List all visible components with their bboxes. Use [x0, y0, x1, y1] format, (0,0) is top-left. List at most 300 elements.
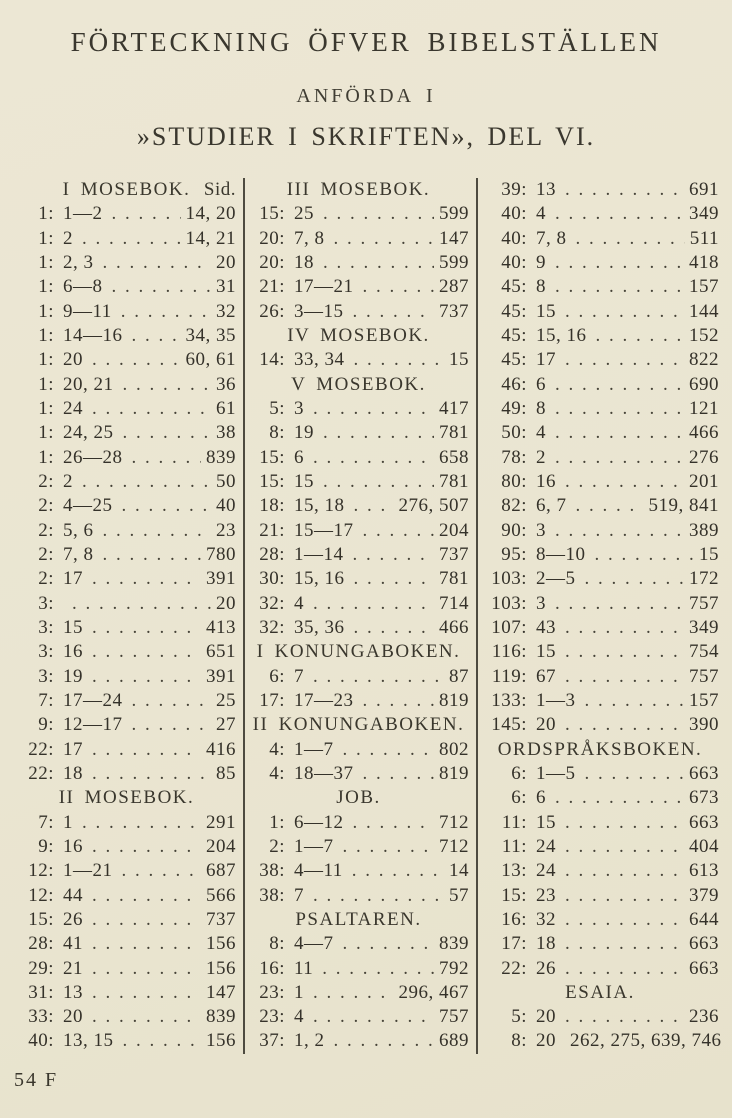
- dot-leader: [103, 519, 212, 543]
- index-entry: [245, 762, 476, 786]
- dot-leader: [565, 811, 684, 835]
- verse-ref: 24, 25: [63, 422, 114, 444]
- verse-ref: 7, 8: [63, 543, 94, 565]
- dot-leader: [565, 665, 684, 689]
- chapter-ref: 1:: [38, 227, 54, 249]
- index-entry: [478, 397, 726, 421]
- page-numbers: 737: [206, 908, 236, 930]
- dot-leader: [82, 227, 181, 251]
- book-name: ESAIA.: [565, 981, 635, 1003]
- chapter-ref: 37:: [259, 1030, 285, 1052]
- dot-leader: [555, 519, 684, 543]
- page-numbers: 236: [689, 1006, 719, 1028]
- dot-leader: [596, 324, 685, 348]
- dot-leader: [353, 811, 435, 835]
- page-numbers: 40: [216, 495, 236, 517]
- index-entry: [478, 640, 726, 664]
- dot-leader: [92, 835, 201, 859]
- index-entry: [245, 835, 476, 859]
- chapter-ref: 13:: [501, 860, 527, 882]
- dot-leader: [595, 543, 695, 567]
- chapter-ref: 2:: [38, 519, 54, 541]
- verse-ref: 41: [63, 933, 83, 955]
- page-numbers: 27: [216, 714, 236, 736]
- chapter-ref: 1:: [38, 422, 54, 444]
- dot-leader: [555, 421, 684, 445]
- index-entry: [14, 665, 243, 689]
- index-entry: [245, 397, 476, 421]
- verse-ref: 13: [63, 981, 83, 1003]
- index-entry: [478, 786, 726, 810]
- book-section-header: [14, 178, 243, 202]
- verse-ref: 1—21: [63, 860, 113, 882]
- chapter-ref: 2:: [38, 543, 54, 565]
- chapter-ref: 15:: [28, 908, 54, 930]
- page-numbers: 85: [216, 762, 236, 784]
- index-entry: [478, 324, 726, 348]
- page-numbers: 157: [689, 689, 719, 711]
- page-numbers: 781: [439, 470, 469, 492]
- page-numbers: 201: [689, 470, 719, 492]
- dot-leader: [565, 713, 684, 737]
- index-entry: [478, 762, 726, 786]
- book-name: ORDSPRÅKSBOKEN.: [497, 738, 703, 760]
- page-numbers: 802: [439, 738, 469, 760]
- verse-ref: 2: [536, 446, 546, 468]
- verse-ref: 8: [536, 276, 546, 298]
- book-section-header: [245, 908, 476, 932]
- index-entry: [14, 835, 243, 859]
- chapter-ref: 119:: [491, 665, 527, 687]
- dot-leader: [354, 567, 435, 591]
- page-numbers: 599: [439, 203, 469, 225]
- chapter-ref: 21:: [259, 519, 285, 541]
- index-entry: [245, 1005, 476, 1029]
- index-entry: [478, 178, 726, 202]
- dot-leader: [555, 202, 684, 226]
- index-entry: [245, 592, 476, 616]
- dot-leader: [363, 762, 435, 786]
- chapter-ref: 145:: [491, 714, 527, 736]
- dot-leader: [565, 178, 684, 202]
- verse-ref: 4: [294, 592, 304, 614]
- book-section-header: [245, 713, 476, 737]
- page-numbers: 839: [206, 446, 236, 468]
- page-subtitle: ANFÖRDA I: [296, 85, 436, 107]
- dot-leader: [352, 859, 444, 883]
- dot-leader: [323, 251, 434, 275]
- index-entry: [478, 494, 726, 518]
- verse-ref: 33, 34: [294, 349, 345, 371]
- verse-ref: 1—7: [294, 738, 334, 760]
- page-numbers: 511: [689, 227, 719, 249]
- verse-ref: 14—16: [63, 324, 123, 346]
- verse-ref: 12—17: [63, 714, 123, 736]
- dot-leader: [565, 884, 684, 908]
- dot-leader: [92, 567, 201, 591]
- index-entry: [478, 592, 726, 616]
- verse-ref: 35, 36: [294, 616, 345, 638]
- dot-leader: [585, 689, 685, 713]
- chapter-ref: 45:: [501, 349, 527, 371]
- verse-ref: 17: [536, 349, 556, 371]
- page-numbers: 839: [206, 1006, 236, 1028]
- chapter-ref: 38:: [259, 860, 285, 882]
- dot-leader: [343, 738, 435, 762]
- page-numbers: 14, 20: [185, 203, 236, 225]
- chapter-ref: 103:: [491, 592, 527, 614]
- title-block: [0, 0, 732, 152]
- index-entry: [478, 908, 726, 932]
- chapter-ref: 23:: [259, 981, 285, 1003]
- dot-leader: [92, 957, 201, 981]
- verse-ref: 2—5: [536, 568, 576, 590]
- verse-ref: 24: [63, 397, 83, 419]
- chapter-ref: 16:: [501, 908, 527, 930]
- dot-leader: [313, 884, 444, 908]
- index-entry: [478, 300, 726, 324]
- page-numbers: 690: [689, 373, 719, 395]
- page-numbers: 792: [439, 957, 469, 979]
- chapter-ref: 9:: [38, 835, 54, 857]
- verse-ref: 16: [63, 641, 83, 663]
- chapter-ref: 1:: [38, 276, 54, 298]
- verse-ref: 16: [63, 835, 83, 857]
- index-entry: [14, 421, 243, 445]
- page-numbers: 651: [206, 641, 236, 663]
- dot-leader: [132, 713, 212, 737]
- index-entry: [245, 519, 476, 543]
- chapter-ref: 49:: [501, 397, 527, 419]
- index-entry: [245, 957, 476, 981]
- verse-ref: 7: [294, 884, 304, 906]
- page-numbers: 389: [689, 519, 719, 541]
- index-entry: [478, 1005, 726, 1029]
- dot-leader: [565, 835, 684, 859]
- book-section-header: [245, 786, 476, 810]
- book-name: I MOSEBOK.: [62, 179, 191, 200]
- book-name: II MOSEBOK.: [58, 787, 195, 809]
- index-entry: [14, 348, 243, 372]
- page-numbers: 87: [449, 665, 469, 687]
- page-numbers: 819: [439, 762, 469, 784]
- chapter-ref: 1:: [38, 251, 54, 273]
- index-entry: [245, 1029, 476, 1053]
- index-entry: [478, 957, 726, 981]
- index-entry: [478, 470, 726, 494]
- dot-leader: [132, 324, 181, 348]
- index-entry: [14, 859, 243, 883]
- chapter-ref: 45:: [501, 324, 527, 346]
- page-title: FÖRTECKNING ÖFVER BIBELSTÄLLEN: [70, 27, 662, 57]
- dot-leader: [103, 251, 212, 275]
- verse-ref: 26: [536, 957, 556, 979]
- index-entry: [478, 543, 726, 567]
- chapter-ref: 23:: [259, 1006, 285, 1028]
- index-entry: [478, 932, 726, 956]
- chapter-ref: 78:: [501, 446, 527, 468]
- verse-ref: 3: [294, 397, 304, 419]
- index-entry: [14, 543, 243, 567]
- verse-ref: 26: [63, 908, 83, 930]
- page-numbers: 15: [449, 349, 469, 371]
- verse-ref: 5, 6: [63, 519, 94, 541]
- chapter-ref: 7:: [38, 811, 54, 833]
- dot-leader: [555, 397, 684, 421]
- dot-leader: [565, 957, 684, 981]
- book-name: II KONUNGABOKEN.: [252, 714, 465, 736]
- dot-leader: [334, 1029, 435, 1053]
- chapter-ref: 3:: [38, 665, 54, 687]
- verse-ref: 17—24: [63, 689, 123, 711]
- verse-ref: 20: [536, 714, 556, 736]
- index-column-2: [243, 178, 476, 1054]
- chapter-ref: 31:: [28, 981, 54, 1003]
- verse-ref: 1—5: [536, 762, 576, 784]
- page-numbers: 712: [439, 811, 469, 833]
- page-numbers: 172: [689, 568, 719, 590]
- chapter-ref: 1:: [38, 203, 54, 225]
- chapter-ref: 6:: [511, 762, 527, 784]
- dot-leader: [585, 567, 685, 591]
- page-numbers: 20: [216, 251, 236, 273]
- page-numbers: 156: [206, 957, 236, 979]
- page-numbers: 599: [439, 251, 469, 273]
- index-entry: [14, 324, 243, 348]
- verse-ref: 1: [63, 811, 73, 833]
- page-numbers: 50: [216, 470, 236, 492]
- verse-ref: 3—15: [294, 300, 344, 322]
- page-numbers: 757: [439, 1006, 469, 1028]
- index-entry: [478, 616, 726, 640]
- index-entry: [245, 446, 476, 470]
- index-entry: [14, 689, 243, 713]
- verse-ref: 6, 7: [536, 495, 567, 517]
- index-column-1: [14, 178, 243, 1054]
- dot-leader: [92, 640, 201, 664]
- page-numbers: 23: [216, 519, 236, 541]
- chapter-ref: 5:: [511, 1006, 527, 1028]
- index-entry: [478, 227, 726, 251]
- index-entry: [245, 543, 476, 567]
- index-entry: [478, 689, 726, 713]
- verse-ref: 32: [536, 908, 556, 930]
- index-entry: [478, 811, 726, 835]
- page-numbers: 152: [689, 324, 719, 346]
- page-numbers: 466: [439, 616, 469, 638]
- chapter-ref: 6:: [511, 787, 527, 809]
- page-numbers: 757: [689, 665, 719, 687]
- verse-ref: 4—7: [294, 933, 334, 955]
- dot-leader: [555, 275, 684, 299]
- index-entry: [245, 932, 476, 956]
- chapter-ref: 15:: [501, 884, 527, 906]
- page-numbers: 663: [689, 957, 719, 979]
- index-entry: [478, 1029, 726, 1053]
- verse-ref: 1: [294, 981, 304, 1003]
- page-numbers: 689: [439, 1030, 469, 1052]
- chapter-ref: 133:: [491, 689, 527, 711]
- verse-ref: 9—11: [63, 300, 112, 322]
- page-numbers: 14, 21: [185, 227, 236, 249]
- verse-ref: 6—8: [63, 276, 103, 298]
- verse-ref: 9: [536, 251, 546, 273]
- verse-ref: 2: [63, 227, 73, 249]
- index-entry: [245, 202, 476, 226]
- dot-leader: [123, 1029, 202, 1053]
- index-entry: [14, 981, 243, 1005]
- book-section-header: [245, 640, 476, 664]
- chapter-ref: 40:: [501, 251, 527, 273]
- dot-leader: [92, 348, 181, 372]
- verse-ref: 8: [536, 397, 546, 419]
- book-name: JOB.: [336, 787, 381, 809]
- chapter-ref: 116:: [491, 641, 527, 663]
- dot-leader: [122, 494, 212, 518]
- verse-ref: 6: [536, 373, 546, 395]
- index-entry: [245, 470, 476, 494]
- index-entry: [478, 348, 726, 372]
- chapter-ref: 38:: [259, 884, 285, 906]
- dot-leader: [555, 373, 684, 397]
- dot-leader: [576, 227, 685, 251]
- dot-leader: [82, 470, 211, 494]
- page-numbers: 663: [689, 762, 719, 784]
- page-numbers: 38: [216, 422, 236, 444]
- chapter-ref: 1:: [38, 349, 54, 371]
- verse-ref: 17—23: [294, 689, 354, 711]
- dot-leader: [92, 908, 201, 932]
- page-numbers: 156: [206, 933, 236, 955]
- dot-leader: [323, 470, 434, 494]
- chapter-ref: 3:: [38, 616, 54, 638]
- chapter-ref: 80:: [501, 470, 527, 492]
- verse-ref: 13: [536, 179, 556, 200]
- dot-leader: [565, 640, 684, 664]
- page-numbers: 291: [206, 811, 236, 833]
- verse-ref: 16: [536, 470, 556, 492]
- page-numbers: 390: [689, 714, 719, 736]
- dot-leader: [334, 227, 435, 251]
- page-numbers: 296, 467: [398, 981, 469, 1003]
- chapter-ref: 1:: [269, 811, 285, 833]
- page-numbers: 687: [206, 860, 236, 882]
- verse-ref: 20: [63, 349, 83, 371]
- verse-ref: 7: [294, 665, 304, 687]
- verse-ref: 24: [536, 860, 556, 882]
- dot-leader: [354, 348, 445, 372]
- chapter-ref: 4:: [269, 738, 285, 760]
- page-numbers: 737: [439, 300, 469, 322]
- page-numbers: 204: [439, 519, 469, 541]
- index-entry: [478, 859, 726, 883]
- verse-ref: 67: [536, 665, 556, 687]
- dot-leader: [92, 762, 211, 786]
- page-numbers: 644: [689, 908, 719, 930]
- dot-leader: [323, 202, 434, 226]
- index-entry: [14, 446, 243, 470]
- index-entry: [478, 567, 726, 591]
- chapter-ref: 40:: [501, 227, 527, 249]
- dot-leader: [313, 592, 434, 616]
- page-numbers: 60, 61: [185, 349, 236, 371]
- verse-ref: 23: [536, 884, 556, 906]
- verse-ref: 24: [536, 835, 556, 857]
- dot-leader: [323, 421, 434, 445]
- dot-leader: [363, 689, 435, 713]
- index-entry: [478, 251, 726, 275]
- page-numbers: 15: [699, 543, 719, 565]
- page-numbers: 466: [689, 422, 719, 444]
- verse-ref: 4—11: [294, 860, 343, 882]
- index-entry: [14, 713, 243, 737]
- signature-mark: 54 F: [14, 1068, 59, 1091]
- dot-leader: [555, 446, 684, 470]
- page-numbers: 204: [206, 835, 236, 857]
- dot-leader: [92, 1005, 201, 1029]
- index-entry: [478, 665, 726, 689]
- page-numbers: 566: [206, 884, 236, 906]
- verse-ref: 20: [536, 1006, 556, 1028]
- page-numbers: 31: [216, 276, 236, 298]
- page-subtitle-source: »STUDIER I SKRIFTEN», DEL VI.: [136, 122, 596, 151]
- index-entry: [14, 957, 243, 981]
- dot-leader: [313, 1005, 434, 1029]
- index-entry: [14, 470, 243, 494]
- chapter-ref: 1:: [38, 300, 54, 322]
- chapter-ref: 40:: [501, 203, 527, 225]
- page-numbers: 663: [689, 811, 719, 833]
- chapter-ref: 18:: [259, 495, 285, 517]
- index-entry: [245, 567, 476, 591]
- index-entry: [245, 884, 476, 908]
- verse-ref: 15, 16: [294, 568, 345, 590]
- index-entry: [245, 616, 476, 640]
- index-entry: [14, 884, 243, 908]
- index-entry: [245, 300, 476, 324]
- dot-leader: [565, 1005, 684, 1029]
- chapter-ref: 1:: [38, 324, 54, 346]
- dot-leader: [565, 300, 684, 324]
- index-entry: [14, 640, 243, 664]
- book-name: III MOSEBOK.: [286, 179, 431, 200]
- dot-leader: [354, 494, 394, 518]
- verse-ref: 17—21: [294, 276, 354, 298]
- dot-leader: [92, 397, 211, 421]
- chapter-ref: 1:: [38, 446, 54, 468]
- chapter-ref: 17:: [259, 689, 285, 711]
- index-entry: [478, 373, 726, 397]
- page-numbers: 157: [689, 276, 719, 298]
- chapter-ref: 22:: [28, 762, 54, 784]
- dot-leader: [313, 981, 394, 1005]
- chapter-ref: 20:: [259, 227, 285, 249]
- page-numbers: 691: [689, 179, 719, 200]
- verse-ref: 15: [294, 470, 314, 492]
- chapter-ref: 15:: [259, 446, 285, 468]
- index-entry: [478, 835, 726, 859]
- page-numbers: 737: [439, 543, 469, 565]
- chapter-ref: 17:: [501, 933, 527, 955]
- page-numbers: 276, 507: [398, 495, 469, 517]
- index-entry: [14, 494, 243, 518]
- page-numbers: 144: [689, 300, 719, 322]
- page-numbers: 147: [439, 227, 469, 249]
- page-numbers: 391: [206, 665, 236, 687]
- dot-leader: [121, 300, 211, 324]
- verse-ref: 6: [294, 446, 304, 468]
- dot-leader: [112, 275, 212, 299]
